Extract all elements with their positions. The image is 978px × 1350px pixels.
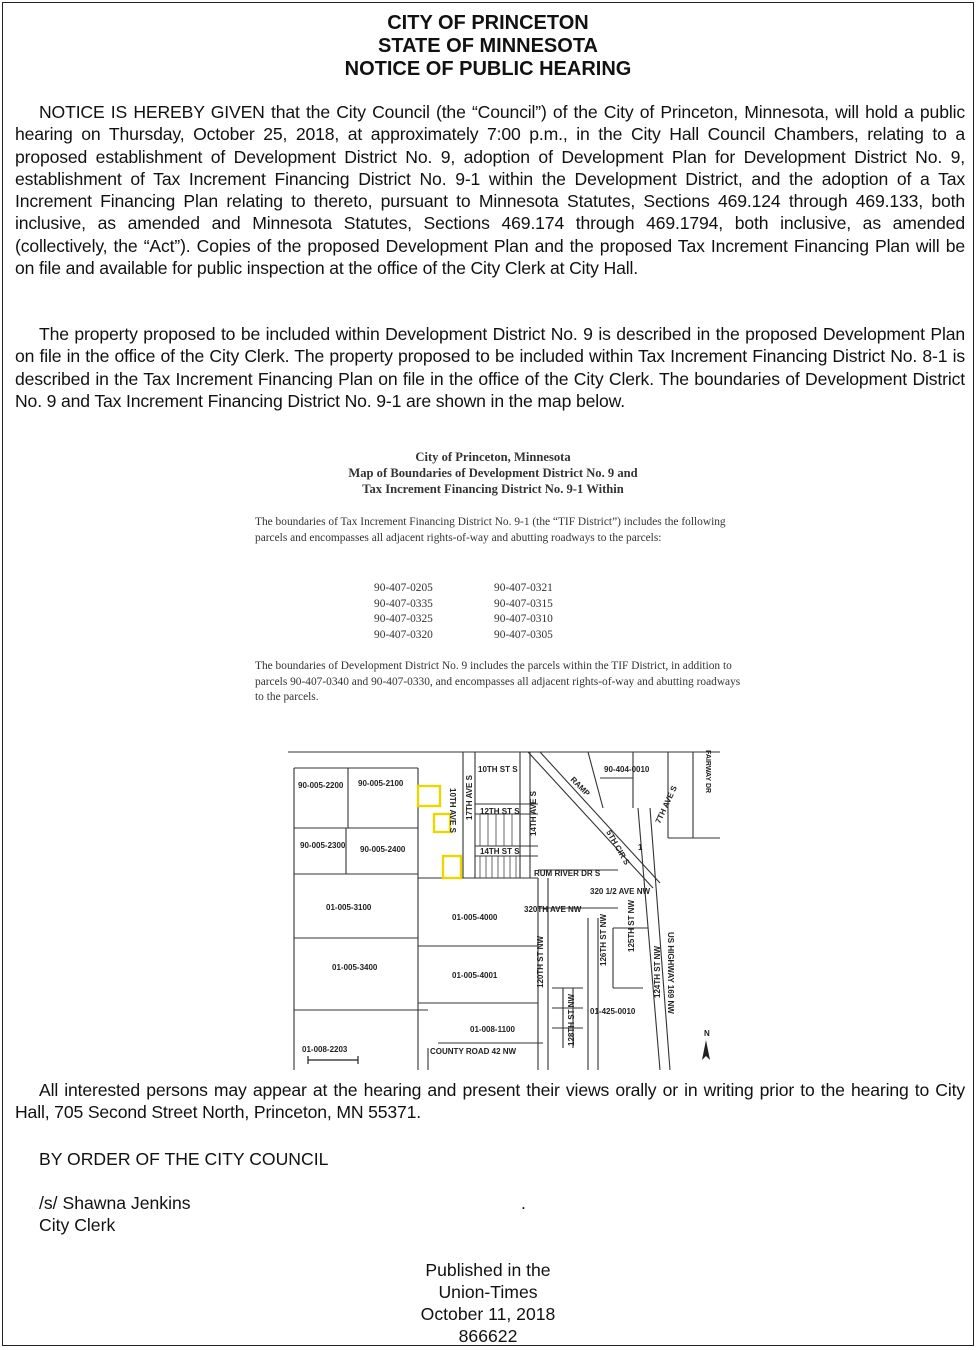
- map-label-street: 5TH CIR S: [604, 828, 632, 867]
- heading-city: CITY OF PRINCETON: [387, 12, 589, 34]
- map-label-street: 320 1/2 AVE NW: [590, 887, 651, 896]
- map-label-parcel: 90-005-2400: [360, 845, 406, 854]
- parcel-id: 90-407-0325: [374, 613, 433, 626]
- publication-id: 866622: [458, 1326, 518, 1346]
- map-document-figure: [243, 449, 743, 719]
- map-label-street: 125TH ST NW: [627, 899, 636, 952]
- map-label-street: 320TH AVE NW: [524, 905, 582, 914]
- publication-line: Published in the: [425, 1260, 551, 1280]
- map-label-parcel: 01-425-0010: [590, 1007, 636, 1016]
- figure-title-line: City of Princeton, Minnesota: [415, 450, 571, 464]
- map-label-parcel: 90-005-2200: [298, 781, 344, 790]
- map-label-street: RAMP: [568, 775, 592, 799]
- map-label-parcel: 01-008-2203: [302, 1045, 348, 1054]
- paragraph-interested-persons: All interested persons may appear at the hearing and present their views orally or in writing prior to the hearing to City Hall, 705 Second Street North, Princeton, MN 55371.: [15, 1080, 965, 1123]
- map-label-parcel: 01-008-1100: [470, 1025, 515, 1034]
- signature-dot: .: [521, 1193, 526, 1213]
- map-label-street: 126TH ST NW: [599, 913, 608, 966]
- figure-district-text: The boundaries of Development District No. 9 includes the parcels within the TIF District, in addition to parcels 90-407-0340 and 90-407-0330, and encompasses all adjacent rights-of-way and abutting roadways to the parcels.: [255, 660, 741, 704]
- parcel-id: 90-407-0335: [374, 597, 433, 610]
- parcel-id: 90-407-0310: [494, 613, 553, 626]
- notice-page: [2, 2, 974, 1346]
- notice-heading: [3, 12, 973, 81]
- publication-newspaper: Union-Times: [438, 1282, 538, 1302]
- map-label-street: 10TH ST S: [478, 765, 518, 774]
- parcel-map-svg: [288, 748, 720, 1070]
- map-label-street: COUNTY ROAD 42 NW: [430, 1047, 517, 1056]
- map-label-parcel: 90-005-2300: [300, 841, 346, 850]
- map-label-street: US HIGHWAY 169 NW: [666, 932, 675, 1014]
- signature-line: /s/ Shawna Jenkins: [39, 1193, 191, 1213]
- map-label-street: 12TH ST S: [480, 807, 520, 816]
- map-label-parcel: 01-005-3100: [326, 903, 372, 912]
- parcel-id: 90-407-0315: [494, 597, 553, 610]
- figure-tif-text: The boundaries of Tax Increment Financing District No. 9-1 (the “TIF District”) includes the following parcels and encompasses all adjacent rights-of-way and abutting roadways to the parcels:: [255, 516, 726, 544]
- map-label-street: 124TH ST NW: [653, 945, 662, 998]
- map-label-parcel: 01-005-3400: [332, 963, 378, 972]
- map-label-marker: 1: [638, 843, 643, 852]
- figure-title-line: Tax Increment Financing District No. 9-1 Within: [362, 482, 624, 496]
- parcel-map: [288, 748, 720, 1070]
- map-label-street: RUM RIVER DR S: [534, 869, 601, 878]
- figure-title-line: Map of Boundaries of Development District No. 9 and: [348, 466, 638, 480]
- order-line: BY ORDER OF THE CITY COUNCIL: [39, 1149, 329, 1169]
- parcel-id: 90-407-0320: [374, 628, 433, 641]
- map-label-street: 7TH AVE S: [653, 784, 679, 825]
- paragraph-notice: NOTICE IS HEREBY GIVEN that the City Council (the “Council”) of the City of Princeton, Minnesota, will hold a public hearing on Thursday, October 25, 2018, at approximately 7:00 p.m., in the City Hall Council Chambers, relating to a proposed establishment of Development District No. 9, adoption of Development Plan for Development District No. 9, establishment of Tax Increment Financing District No. 9-1 within the Development District, and the adoption of a Tax Increment Financing Plan relating to thereto, pursuant to Minnesota Statutes, Sections 469.124 through 469.133, both inclusive, as amended and Minnesota Statutes, Sections 469.174 through 469.1794, both inclusive, as amended (collectively, the “Act”). Copies of the proposed Development Plan and the proposed Tax Increment Financing Plan will be on file and available for public inspection at the office of the City Clerk at City Hall.: [15, 102, 965, 279]
- map-label-parcel: 90-005-2100: [358, 779, 404, 788]
- clerk-title: City Clerk: [39, 1215, 116, 1235]
- heading-state: STATE OF MINNESOTA: [378, 35, 598, 57]
- map-label-street: 14TH AVE S: [529, 791, 538, 836]
- parcel-id: 90-407-0205: [374, 582, 433, 594]
- map-label-street: 120TH ST NW: [536, 935, 545, 988]
- map-label-parcel: 01-005-4000: [452, 913, 498, 922]
- map-label-street: 14TH ST S: [480, 847, 520, 856]
- map-label-parcel: 01-005-4001: [452, 971, 498, 980]
- map-label-street: 17TH AVE S: [465, 775, 474, 820]
- parcel-id: 90-407-0305: [494, 628, 553, 641]
- parcel-list: [374, 581, 604, 643]
- figure-title: [243, 449, 743, 497]
- map-label-street: 10TH AVE S: [448, 788, 457, 833]
- map-label-street: 128TH ST NW: [567, 993, 576, 1046]
- map-label-street: FAIRWAY DR: [704, 750, 711, 794]
- publication-info: [3, 1259, 973, 1347]
- map-label-parcel: 90-404-0010: [604, 765, 650, 774]
- heading-title: NOTICE OF PUBLIC HEARING: [344, 58, 632, 80]
- publication-date: October 11, 2018: [420, 1304, 556, 1324]
- north-label: N: [704, 1029, 710, 1038]
- parcel-id: 90-407-0321: [494, 582, 553, 594]
- paragraph-property: The property proposed to be included within Development District No. 9 is described in the proposed Development Plan on file in the office of the City Clerk. The property proposed to be included within Tax Increment Financing District No. 8-1 is described in the Tax Increment Financing Plan on file in the office of the City Clerk. The boundaries of Development District No. 9 and Tax Increment Financing District No. 9-1 are shown in the map below.: [15, 324, 965, 411]
